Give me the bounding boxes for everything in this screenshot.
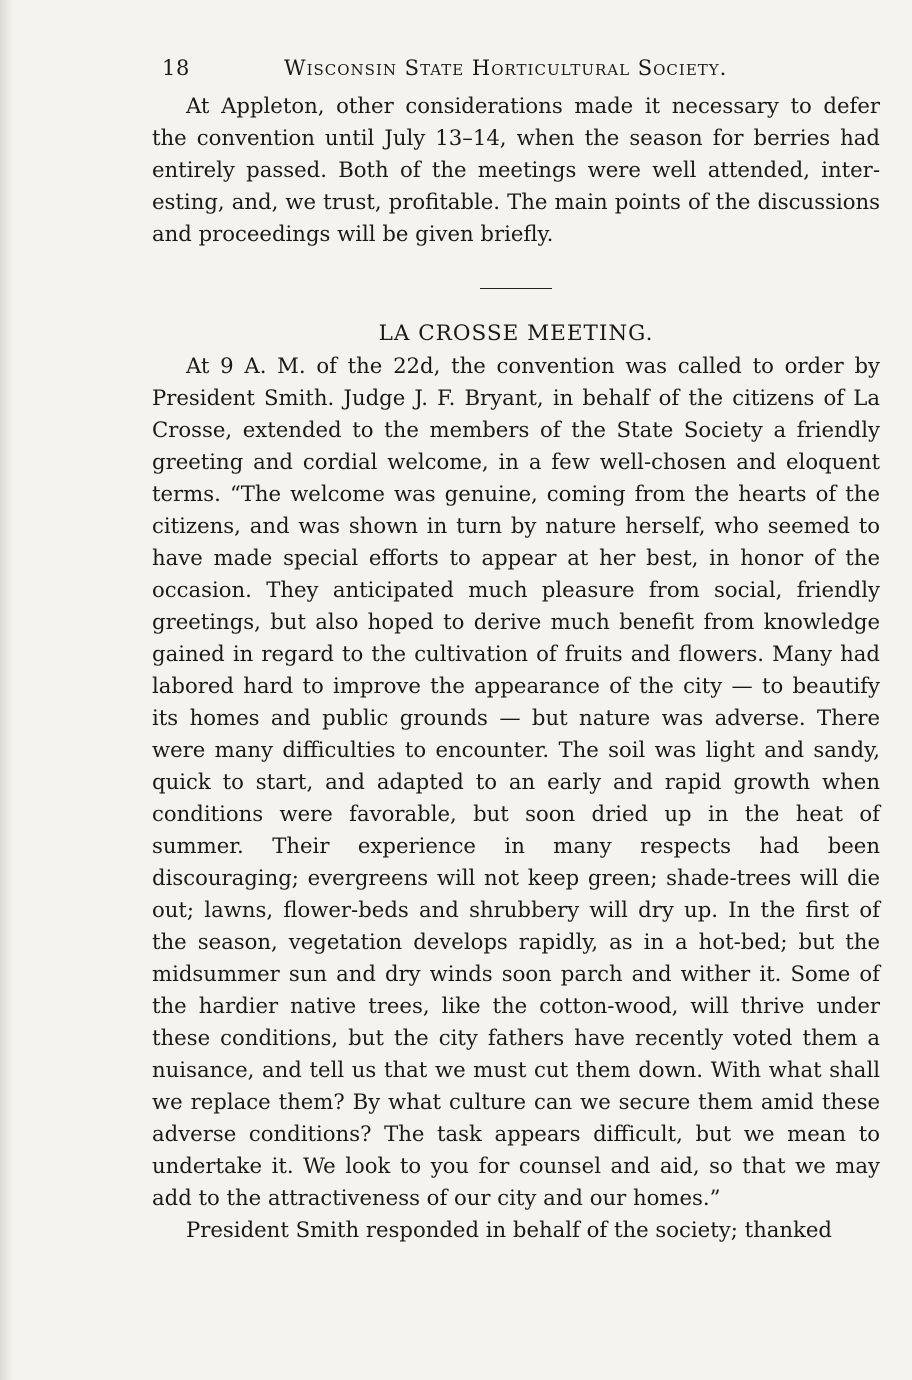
section-paragraph: President Smith responded in behalf of the society; thanked [186, 1217, 832, 1242]
running-head [152, 50, 880, 90]
section-heading: LA CROSSE MEETING. [378, 321, 654, 346]
intro-paragraph: At Appleton, other considerations made it necessary to defer the convention until July 13–14, when the season for berries had entirely passed. Both of the meetings were well attended, interesting, and, we trust, profitable. The main points of the discussions and proceedings will be given briefly. [152, 93, 880, 246]
book-page [152, 50, 880, 1246]
section-divider [480, 288, 552, 289]
running-head-title: Wisconsin State Horticultural Society. [284, 56, 728, 80]
section-paragraph: At 9 A. M. of the 22d, the convention was called to order by President Smith. Judge J. F. Bryant, in behalf of the citizens of La Crosse, extended to the members of the State Society a friendly greeting and cordial welcome, in a few well-chosen and eloquent terms. “The welcome was genuine, coming from the hearts of the citizens, and was shown in turn by nature herself, who seemed to have made special efforts to appear at her best, in honor of the occasion. They anticipated much pleasure from social, friendly greetings, but also hoped to derive much benefit from knowledge gained in regard to the cultivation of fruits and flowers. Many had labored hard to improve the appearance of the city — to beautify its homes and public grounds — but nature was adverse. There were many difficulties to encounter. The soil was light and sandy, quick to start, and adapted to an early and rapid growth when conditions were favorable, but soon dried up in the heat of summer. Their experience in many respects had been discouraging; evergreens will not keep green; shade-trees will die out; lawns, flower-beds and shrubbery will dry up. In the first of the season, vegetation develops rapidly, as in a hot-bed; but the midsummer sun and dry winds soon parch and wither it. Some of the hardier native trees, like the cotton-wood, will thrive under these conditions, but the city fathers have recently voted them a nuisance, and tell us that we must cut them down. With what shall we replace them? By what culture can we secure them amid these adverse conditions? The task appears difficult, but we mean to undertake it. We look to you for counsel and aid, so that we may add to the attractiveness of our city and our homes.” [152, 353, 880, 1210]
page-number: 18 [162, 56, 190, 80]
page-edge-shadow [0, 0, 14, 1380]
